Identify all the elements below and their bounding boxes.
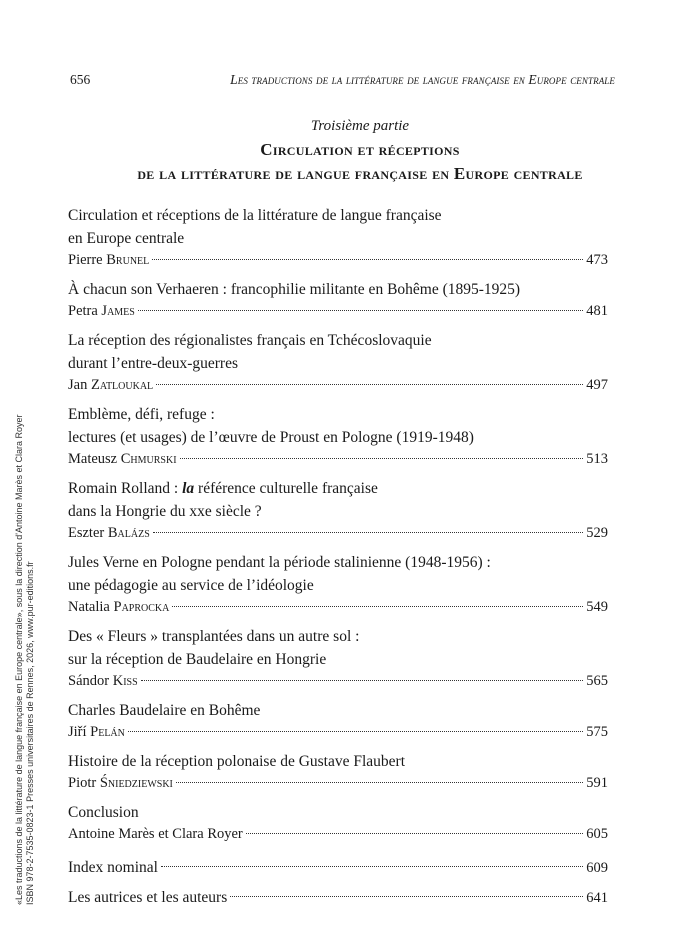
leader-dots [156, 384, 583, 385]
part-title-line2: de la littérature de langue française en Europe centrale [137, 164, 583, 183]
entry-page: 565 [586, 673, 608, 689]
leader-dots [153, 532, 583, 533]
leader-dots [180, 458, 584, 459]
entry-title-line: Histoire de la réception polonaise de Gustave Flaubert [68, 753, 406, 770]
entry-title [68, 204, 608, 250]
entry-title-line: durant l’entre-deux-guerres [68, 355, 238, 372]
side-note-line: ISBN 978-2-7535-0823-1 Presses universitaires de Rennes, 2026, www.pur-editions.fr [25, 561, 35, 905]
author-line [68, 824, 608, 844]
authors-line [68, 888, 608, 908]
authors-label: Les autrices et les auteurs [68, 889, 228, 906]
entry-title [68, 551, 608, 597]
leader-dots [138, 310, 583, 311]
leader-dots [176, 782, 583, 783]
entry-author: Natalia Paprocka [68, 599, 170, 615]
entry-title-line: À chacun son Verhaeren : francophilie militante en Bohême (1895-1925) [68, 281, 521, 298]
entry-page: 641 [586, 890, 608, 906]
part-label: Troisième partie [310, 118, 410, 134]
entry-author: Petra James [68, 303, 135, 319]
entry-page: 497 [586, 377, 608, 393]
toc-entry-index[interactable] [68, 858, 608, 878]
author-line [68, 722, 608, 742]
leader-dots [128, 731, 583, 732]
entry-title [68, 278, 608, 301]
author-line [68, 773, 608, 793]
author-line [68, 449, 608, 469]
leader-dots [230, 896, 583, 897]
entry-author: Pierre Brunel [68, 252, 150, 268]
entry-page: 609 [586, 860, 608, 876]
entry-title [68, 801, 608, 824]
toc-entry[interactable] [68, 625, 608, 691]
page-header [70, 72, 615, 92]
toc-entry[interactable] [68, 329, 608, 395]
entry-title-line: Charles Baudelaire en Bohême [68, 702, 261, 719]
index-line [68, 858, 608, 878]
entry-title-line: Jules Verne en Pologne pendant la période stalinienne (1948-1956) : [68, 554, 491, 571]
entry-title-line: Emblème, défi, refuge : [68, 406, 215, 423]
entry-title [68, 625, 608, 671]
leader-dots [172, 606, 583, 607]
entry-title [68, 699, 608, 722]
entry-author: Jan Zatloukal [68, 377, 154, 393]
entry-page: 481 [586, 303, 608, 319]
author-line [68, 523, 608, 543]
author-line [68, 671, 608, 691]
entry-title-line: Romain Rolland : la référence culturelle française [68, 480, 378, 497]
author-line [68, 301, 608, 321]
index-label: Index nominal [68, 859, 158, 876]
toc-entry[interactable] [68, 699, 608, 742]
entry-title [68, 403, 608, 449]
entry-title-line: sur la réception de Baudelaire en Hongrie [68, 651, 327, 668]
entry-title [68, 329, 608, 375]
entry-page: 513 [586, 451, 608, 467]
toc-entry[interactable] [68, 750, 608, 793]
toc-entry-authors[interactable] [68, 888, 608, 908]
toc-entry[interactable] [68, 204, 608, 270]
emphasis: la [182, 480, 195, 497]
side-note-line: «Les traductions de la littérature de langue française en Europe centrale», sous la direction d'Antoine Marès et Clara Royer [14, 414, 24, 905]
part-title-line1: Circulation et réceptions [260, 140, 460, 159]
entry-author: Sándor Kiss [68, 673, 138, 689]
entry-title-line: La réception des régionalistes français en Tchécoslovaquie [68, 332, 432, 349]
table-of-contents [68, 204, 608, 916]
entry-page: 473 [586, 252, 608, 268]
entry-page: 529 [586, 525, 608, 541]
entry-title-line: Des « Fleurs » transplantées dans un autre sol : [68, 628, 360, 645]
entry-title [68, 750, 608, 773]
author-line [68, 597, 608, 617]
toc-entry[interactable] [68, 551, 608, 617]
entry-title-line: une pédagogie au service de l’idéologie [68, 577, 314, 594]
author-line [68, 375, 608, 395]
leader-dots [246, 833, 583, 834]
entry-title-line: lectures (et usages) de l’œuvre de Proust en Pologne (1919-1948) [68, 429, 474, 446]
entry-title-line: Circulation et réceptions de la littérature de langue française [68, 207, 442, 224]
entry-author: Jiří Pelán [68, 724, 125, 740]
leader-dots [161, 866, 583, 867]
entry-author: Antoine Marès et Clara Royer [68, 826, 243, 842]
toc-entry[interactable] [68, 477, 608, 543]
entry-title [68, 477, 608, 523]
side-copyright-note [14, 385, 54, 905]
entry-author: Eszter Balázs [68, 525, 150, 541]
entry-page: 605 [586, 826, 608, 842]
toc-entry-conclusion[interactable] [68, 801, 608, 844]
page-number: 656 [70, 72, 91, 87]
toc-entry[interactable] [68, 278, 608, 321]
entry-page: 575 [586, 724, 608, 740]
leader-dots [141, 680, 584, 681]
entry-title-line: Conclusion [68, 804, 139, 821]
entry-author: Mateusz Chmurski [68, 451, 177, 467]
running-head: Les traductions de la littérature de langue française en Europe centrale [230, 72, 615, 87]
entry-page: 591 [586, 775, 608, 791]
entry-page: 549 [586, 599, 608, 615]
entry-author: Piotr Śniedziewski [68, 775, 173, 791]
entry-title-line: en Europe centrale [68, 230, 185, 247]
leader-dots [152, 259, 583, 260]
author-line [68, 250, 608, 270]
toc-entry[interactable] [68, 403, 608, 469]
entry-title-line: dans la Hongrie du xxe siècle ? [68, 503, 262, 520]
